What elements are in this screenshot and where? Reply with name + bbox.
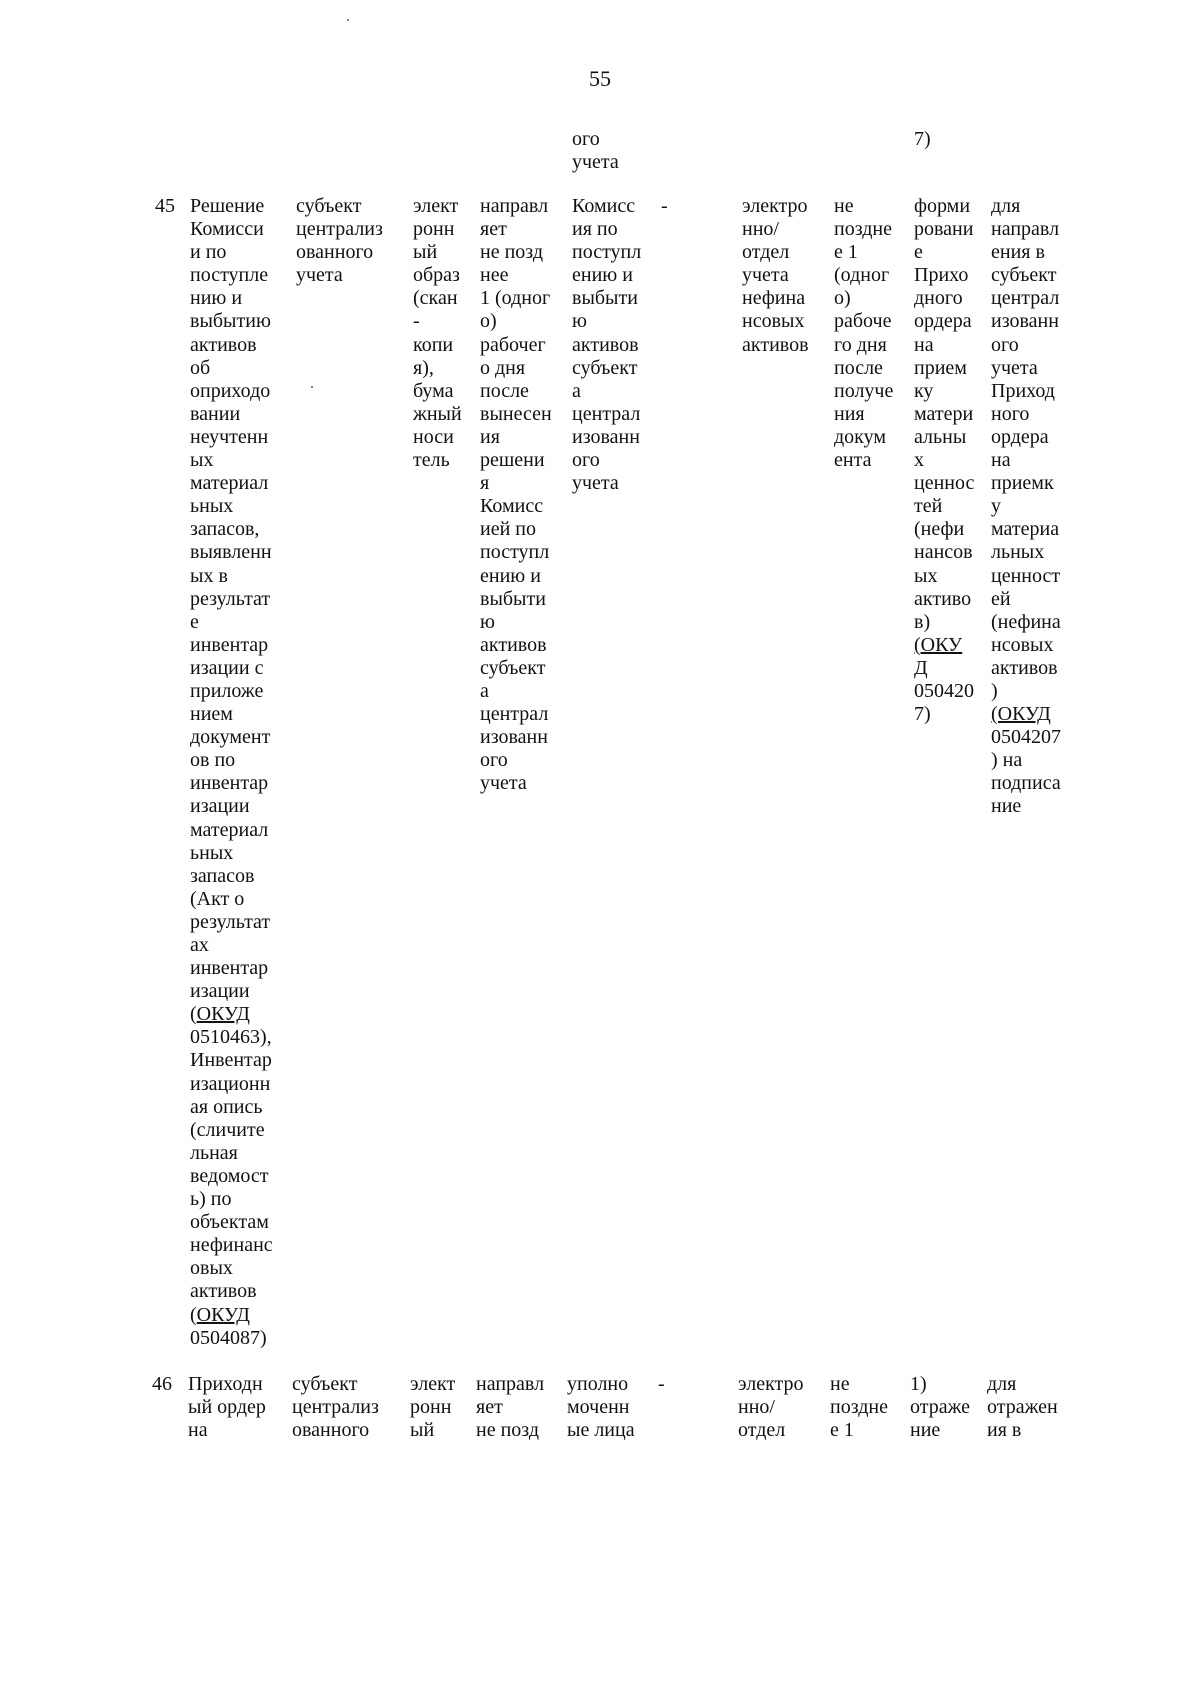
row-45-purpose: для направл ения в субъект централ изованн ого учета Приход ного ордера на приемк у материа льных ценност ей (нефина нсовых активов ) (ОКУД 0504207 ) на подписа ние <box>991 195 1061 818</box>
row-45-creator: субъект централиз ованного учета <box>296 195 383 287</box>
row-45-operation: форми ровани е Прихо дного ордера на прием ку матери альны х ценнос тей (нефи нансов ых активо в) (ОКУ Д 050420 7) <box>914 195 975 726</box>
prev-row-fragment-col5: ого учета <box>572 128 619 174</box>
row-46-operation: 1) отраже ние <box>910 1373 971 1442</box>
row-45-dash: - <box>661 195 668 217</box>
row-45-action: направл яет не позд нее 1 (одног о) рабочег о дня после вынесен ия решени я Комисс ией по поступл ению и выбыти ю активов субъект а централ изованн ого учета <box>480 195 552 795</box>
row-45-responsible: Комисс ия по поступл ению и выбыти ю активов субъект а централ изованн ого учета <box>572 195 642 495</box>
row-46-action: направл яет не позд <box>476 1373 545 1442</box>
page-number: 55 <box>589 66 611 91</box>
scan-speck <box>311 386 313 388</box>
prev-row-fragment-col9: 7) <box>914 128 931 150</box>
row-46-responsible: уполно моченн ые лица <box>567 1373 635 1442</box>
scan-speck <box>347 19 349 21</box>
row-46-recipient: электро нно/ отдел <box>738 1373 804 1442</box>
row-45-document-name: Решение Комисси и по поступле нию и выбытию активов об oприходо вании неучтенн ых материал ьных запасов, выявленн ых в результат е инвентар изации с приложе нием документ ов по инвентар изации материал ьных запасов (Акт о результат ах инвентар изации (ОКУД 0510463), Инвентар изационн ая опись (сличите льная ведомост ь) по объектам нефинанс овых активов (ОКУД 0504087) <box>190 195 273 1349</box>
row-45-deadline: не поздне е 1 (одног о) рабоче го дня после получе ния докум ента <box>834 195 894 472</box>
row-45-number: 45 <box>155 195 175 217</box>
row-46-document-name: Приходн ый ордер на <box>188 1373 266 1442</box>
row-46-deadline: не поздне е 1 <box>830 1373 888 1442</box>
row-46-format: элект ронн ый <box>410 1373 456 1442</box>
row-45-recipient: электро нно/ отдел учета нефина нсовых активов <box>742 195 809 356</box>
row-46-dash: - <box>658 1373 665 1395</box>
row-46-purpose: для отражен ия в <box>987 1373 1058 1442</box>
row-46-creator: субъект централиз ованного <box>292 1373 379 1442</box>
row-45-format: элект ронн ый образ (скан - копи я), бума жный носи тель <box>413 195 462 472</box>
row-46-number: 46 <box>152 1373 172 1395</box>
